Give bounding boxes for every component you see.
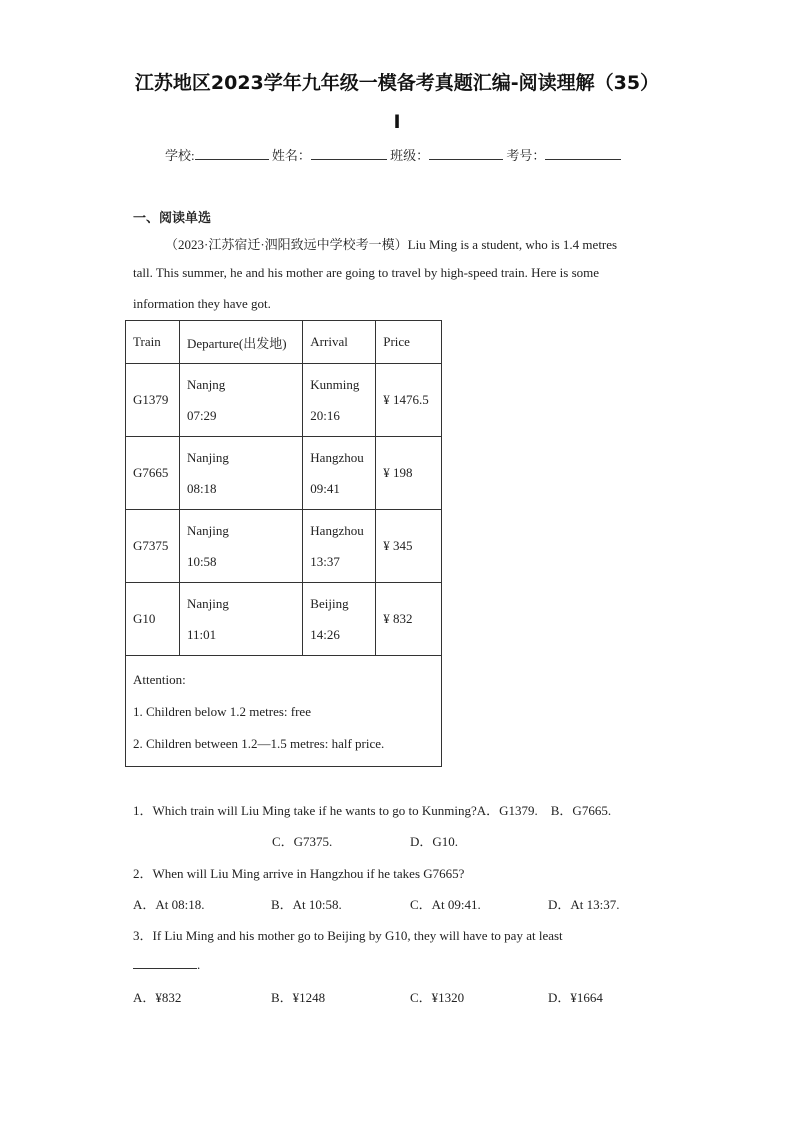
price-cell: ¥ 832: [376, 583, 442, 656]
option-d[interactable]: D．¥1664: [548, 990, 603, 1005]
option-a[interactable]: A．G1379.: [476, 803, 538, 818]
passage-line-1: （2023·江苏宿迁·泗阳致远中学校考一模）Liu Ming is a student, who is 1.4 metres: [165, 237, 618, 252]
arrival-cell: [303, 437, 376, 510]
school-label: 学校:: [165, 148, 195, 163]
arrival-cell: [303, 583, 376, 656]
departure-cell: [179, 510, 302, 583]
header-train: Train: [126, 321, 180, 364]
table-row: [126, 583, 442, 656]
name-blank: [311, 147, 387, 160]
exam-number-blank: [545, 147, 621, 160]
header-departure: Departure(出发地): [179, 321, 302, 364]
section-heading: 一、阅读单选: [133, 211, 212, 226]
attention-cell: [126, 656, 442, 767]
train-number: G10: [126, 583, 180, 656]
departure-cell: [179, 437, 302, 510]
arrival-time: 13:37: [310, 554, 340, 569]
option-a[interactable]: A．At 08:18.: [133, 897, 205, 912]
question-2-stem: 2．When will Liu Ming arrive in Hangzhou if he takes G7665?: [133, 866, 465, 881]
question-stem: 1．Which train will Liu Ming take if he wants to go to Kunming?: [133, 803, 477, 818]
attention-row: [126, 656, 442, 767]
option-d[interactable]: D．At 13:37.: [548, 897, 620, 912]
departure-time: 11:01: [186, 627, 217, 642]
departure-time: 07:29: [186, 408, 217, 423]
question-3-stem: 3．If Liu Ming and his mother go to Beijing by G10, they will have to pay at least: [133, 928, 563, 943]
option-d[interactable]: D．G10.: [410, 834, 459, 849]
header-price: Price: [376, 321, 442, 364]
passage-line-2: tall. This summer, he and his mother are going to travel by high-speed train. Here is some: [133, 265, 600, 280]
arrival-city: Hangzhou: [310, 523, 364, 538]
price-cell: ¥ 1476.5: [376, 364, 442, 437]
page-title: 江苏地区2023学年九年级一模备考真题汇编-阅读理解（35）: [134, 72, 660, 94]
arrival-time: 14:26: [310, 627, 340, 642]
arrival-city: Hangzhou: [310, 450, 364, 465]
option-a[interactable]: A．¥832: [133, 990, 182, 1005]
table-row: [126, 364, 442, 437]
train-number: G1379: [126, 364, 180, 437]
train-number: G7375: [126, 510, 180, 583]
class-label: 班级：: [390, 148, 430, 163]
train-schedule-table: [125, 320, 442, 767]
arrival-city: Beijing: [310, 596, 349, 611]
option-b[interactable]: B．¥1248: [271, 990, 326, 1005]
school-blank: [195, 147, 269, 160]
train-number: G7665: [126, 437, 180, 510]
departure-cell: [179, 364, 302, 437]
attention-title: Attention:: [133, 672, 186, 687]
departure-city: Nanjing: [186, 523, 229, 538]
departure-city: Nanjing: [186, 450, 229, 465]
departure-time: 10:58: [186, 554, 217, 569]
option-c[interactable]: C．At 09:41.: [410, 897, 481, 912]
departure-time: 08:18: [186, 481, 217, 496]
arrival-city: Kunming: [310, 377, 360, 392]
attention-item-2: 2. Children between 1.2—1.5 metres: half price.: [133, 736, 385, 751]
answer-blank[interactable]: [133, 956, 197, 969]
header-arrival: Arrival: [303, 321, 376, 364]
table-header-row: [126, 321, 442, 364]
price-cell: ¥ 345: [376, 510, 442, 583]
question-1: [133, 800, 611, 819]
price-cell: ¥ 198: [376, 437, 442, 510]
departure-city: Nanjing: [186, 596, 229, 611]
page-title-continuation: I: [393, 111, 401, 133]
attention-item-1: 1. Children below 1.2 metres: free: [133, 704, 311, 719]
departure-city: Nanjng: [186, 377, 226, 392]
option-c[interactable]: C．G7375.: [272, 834, 333, 849]
question-3-period: .: [197, 957, 201, 972]
arrival-cell: [303, 510, 376, 583]
departure-cell: [179, 583, 302, 656]
exam-number-label: 考号：: [506, 148, 546, 163]
option-b[interactable]: B．G7665.: [550, 803, 612, 818]
class-blank: [429, 147, 503, 160]
table-row: [126, 510, 442, 583]
table-row: [126, 437, 442, 510]
question-3-answer-blank[interactable]: [133, 956, 200, 973]
passage-line-3: information they have got.: [133, 296, 271, 311]
option-b[interactable]: B．At 10:58.: [271, 897, 342, 912]
arrival-cell: [303, 364, 376, 437]
arrival-time: 20:16: [310, 408, 340, 423]
arrival-time: 09:41: [310, 481, 340, 496]
student-info-line: [165, 145, 621, 164]
option-c[interactable]: C．¥1320: [410, 990, 465, 1005]
name-label: 姓名：: [271, 148, 311, 163]
